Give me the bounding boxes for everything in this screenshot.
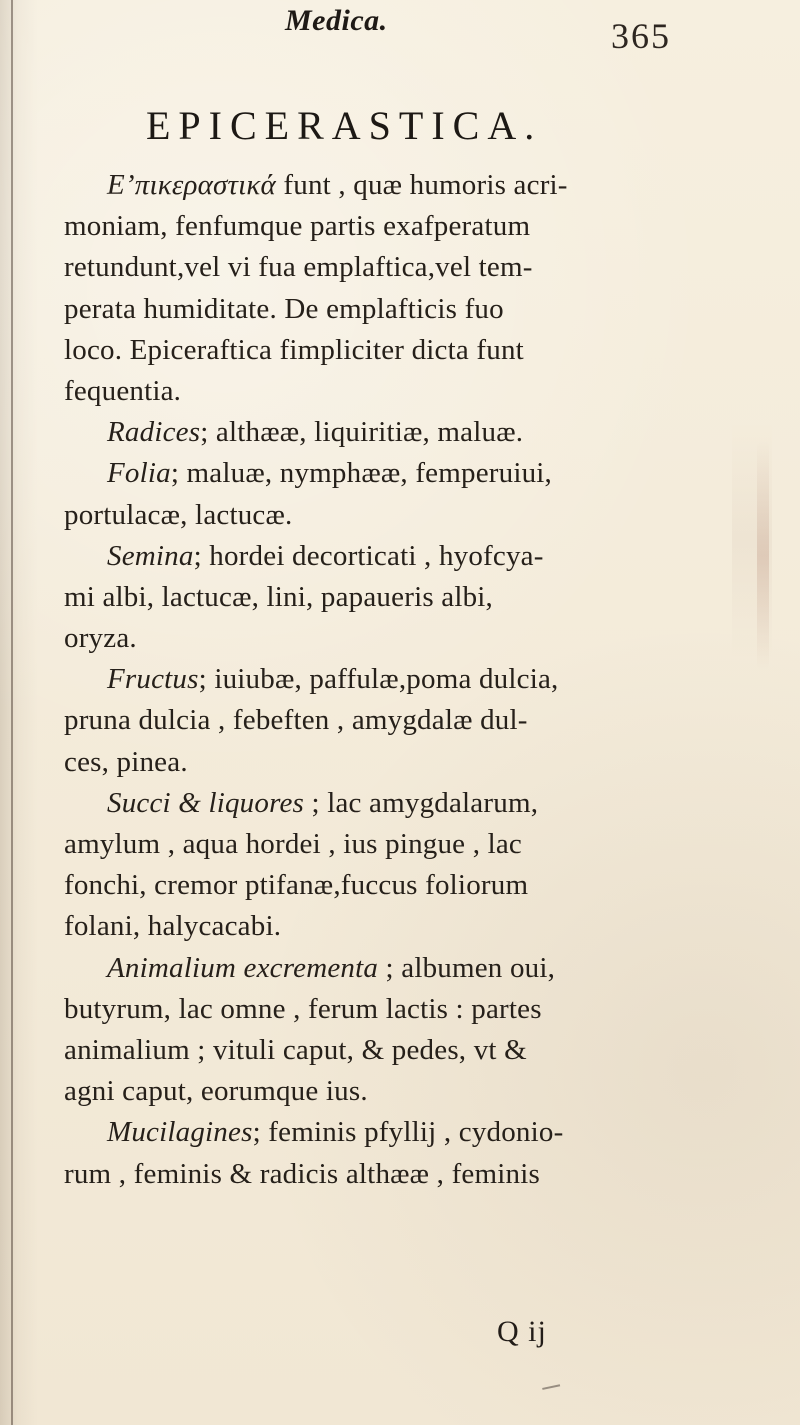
text-line [64, 700, 734, 741]
text-line [64, 412, 734, 453]
text-line [64, 989, 734, 1030]
line-lead: Succi & liquores [107, 786, 305, 819]
text-line [64, 371, 734, 412]
line-text: ; althææ, liquiritiæ, maluæ. [200, 416, 524, 449]
line-text: ; feminis pfyllij , cydonio- [252, 1116, 564, 1149]
text-line [64, 783, 734, 824]
text-line [64, 865, 734, 906]
line-text: retundunt,vel vi fua emplaftica,vel tem- [64, 251, 533, 284]
line-text: portulacæ, lactucæ. [64, 498, 293, 531]
line-lead: Mucilagines [107, 1116, 253, 1149]
line-text: folani, halycacabi. [64, 910, 282, 943]
line-text: mi albi, lactucæ, lini, papaueris albi, [64, 580, 493, 613]
page-number: 365 [611, 16, 671, 56]
ink-mark [542, 1384, 562, 1398]
line-text: ; iuiubæ, paffulæ,poma dulcia, [198, 663, 559, 696]
line-text: pruna dulcia , febeften , amygdalæ dul- [64, 704, 528, 737]
text-line [64, 1154, 734, 1195]
text-line [64, 742, 734, 783]
text-line [64, 1030, 734, 1071]
text-line [64, 906, 734, 947]
line-text: fequentia. [64, 374, 182, 407]
line-text: butyrum, lac omne , ferum lactis : partes [64, 992, 542, 1025]
line-text: agni caput, eorumque ius. [64, 1075, 368, 1108]
text-line [64, 495, 734, 536]
text-line [64, 618, 734, 659]
text-line [64, 824, 734, 865]
section-heading: EPICERASTICA. [146, 103, 543, 148]
running-title: Medica. [285, 4, 388, 37]
text-line [64, 1071, 734, 1112]
text-line [64, 948, 734, 989]
line-lead: Radices [107, 416, 201, 449]
line-text: rum , feminis & radicis althææ , feminis [64, 1157, 540, 1190]
line-text: perata humiditate. De emplafticis fuo [64, 292, 504, 325]
text-line [64, 330, 734, 371]
line-text: ces, pinea. [64, 745, 188, 778]
line-text: ; maluæ, nymphææ, femperuiui, [170, 457, 553, 490]
text-line [64, 659, 734, 700]
line-lead: Fructus [107, 663, 199, 696]
text-line [64, 1112, 734, 1153]
text-line [64, 247, 734, 288]
text-line [64, 165, 734, 206]
line-text: loco. Epiceraftica fimpliciter dicta funt [64, 333, 524, 366]
line-text: funt , quæ humoris acri- [275, 169, 568, 201]
line-text: moniam, fenfumque partis exafperatum [64, 210, 531, 243]
line-text: animalium ; vituli caput, & pedes, vt & [64, 1033, 527, 1066]
text-line [64, 453, 734, 494]
text-line [64, 206, 734, 247]
line-lead: Folia [107, 457, 171, 490]
line-text: fonchi, cremor ptifanæ,fuccus foliorum [64, 869, 529, 902]
line-text: amylum , aqua hordei , ius pingue , lac [64, 828, 522, 860]
paper-stain-red [757, 441, 769, 671]
line-text: ; albumen oui, [378, 951, 556, 984]
line-text: oryza. [64, 622, 137, 655]
line-text: ; hordei decorticati , hyofcya- [193, 539, 544, 572]
text-line [64, 577, 734, 618]
line-text: ; lac amygdalarum, [304, 786, 539, 819]
text-block [64, 165, 734, 1195]
text-line [64, 536, 734, 577]
text-line [64, 289, 734, 330]
line-lead: Semina [107, 539, 194, 572]
signature-mark: Q ij [497, 1315, 547, 1348]
line-lead: Animalium excrementa [107, 951, 379, 984]
line-lead: Ε’πικεραστικά [107, 169, 276, 201]
page-edge-rule [11, 0, 13, 1425]
